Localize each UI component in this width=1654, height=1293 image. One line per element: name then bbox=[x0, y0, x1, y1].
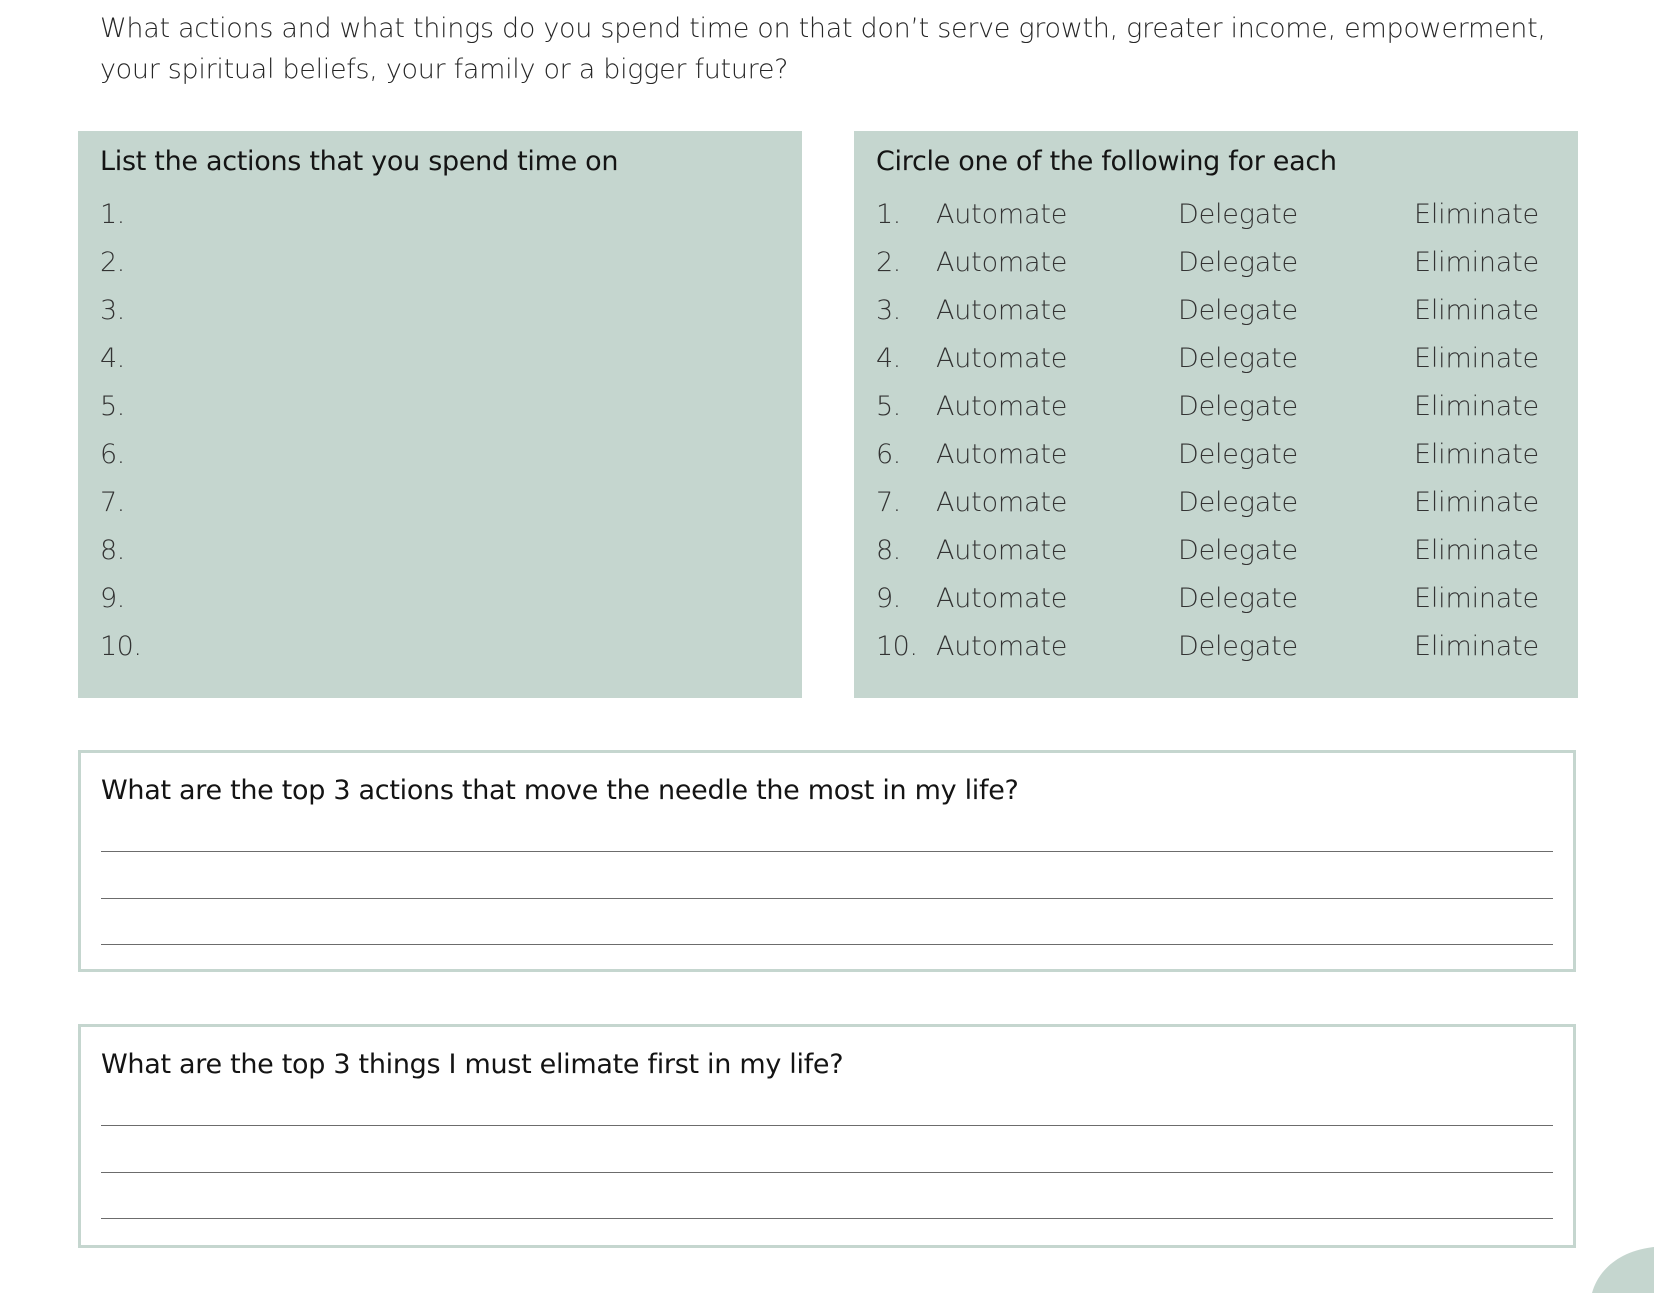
row-number: 5. bbox=[876, 391, 901, 422]
option-row bbox=[876, 287, 1556, 335]
actions-list bbox=[100, 191, 780, 671]
answer-line[interactable] bbox=[101, 1172, 1553, 1173]
intro-line-2: your spiritual beliefs, your family or a bigger future? bbox=[100, 54, 789, 85]
eliminate-option[interactable]: Eliminate bbox=[1414, 391, 1539, 422]
top-actions-box bbox=[78, 750, 1576, 972]
eliminate-option[interactable]: Eliminate bbox=[1414, 631, 1539, 662]
options-list bbox=[876, 191, 1556, 671]
row-number: 7. bbox=[876, 487, 901, 518]
list-item[interactable] bbox=[100, 191, 780, 239]
item-number: 9. bbox=[100, 583, 125, 614]
delegate-option[interactable]: Delegate bbox=[1178, 343, 1298, 374]
automate-option[interactable]: Automate bbox=[936, 391, 1068, 422]
row-number: 6. bbox=[876, 439, 901, 470]
automate-option[interactable]: Automate bbox=[936, 199, 1068, 230]
option-row bbox=[876, 335, 1556, 383]
eliminate-option[interactable]: Eliminate bbox=[1414, 247, 1539, 278]
option-row bbox=[876, 479, 1556, 527]
intro-question bbox=[100, 8, 1580, 90]
delegate-option[interactable]: Delegate bbox=[1178, 631, 1298, 662]
automate-option[interactable]: Automate bbox=[936, 583, 1068, 614]
list-item[interactable] bbox=[100, 383, 780, 431]
option-row bbox=[876, 431, 1556, 479]
list-item[interactable] bbox=[100, 335, 780, 383]
list-item[interactable] bbox=[100, 479, 780, 527]
eliminate-option[interactable]: Eliminate bbox=[1414, 439, 1539, 470]
row-number: 1. bbox=[876, 199, 901, 230]
item-number: 8. bbox=[100, 535, 125, 566]
item-number: 7. bbox=[100, 487, 125, 518]
delegate-option[interactable]: Delegate bbox=[1178, 199, 1298, 230]
option-row bbox=[876, 383, 1556, 431]
row-number: 9. bbox=[876, 583, 901, 614]
eliminate-option[interactable]: Eliminate bbox=[1414, 487, 1539, 518]
item-number: 10. bbox=[100, 631, 142, 662]
corner-leaf-decoration bbox=[1584, 1243, 1654, 1293]
item-number: 5. bbox=[100, 391, 125, 422]
list-item[interactable] bbox=[100, 575, 780, 623]
automate-option[interactable]: Automate bbox=[936, 631, 1068, 662]
eliminate-first-box bbox=[78, 1024, 1576, 1248]
option-row bbox=[876, 623, 1556, 671]
delegate-option[interactable]: Delegate bbox=[1178, 439, 1298, 470]
delegate-option[interactable]: Delegate bbox=[1178, 247, 1298, 278]
automate-option[interactable]: Automate bbox=[936, 439, 1068, 470]
row-number: 3. bbox=[876, 295, 901, 326]
answer-line[interactable] bbox=[101, 1218, 1553, 1219]
eliminate-option[interactable]: Eliminate bbox=[1414, 535, 1539, 566]
list-item[interactable] bbox=[100, 239, 780, 287]
eliminate-first-question: What are the top 3 things I must elimate first in my life? bbox=[101, 1049, 844, 1080]
automate-option[interactable]: Automate bbox=[936, 343, 1068, 374]
circle-options-panel bbox=[854, 131, 1578, 698]
actions-list-panel bbox=[78, 131, 802, 698]
automate-option[interactable]: Automate bbox=[936, 247, 1068, 278]
delegate-option[interactable]: Delegate bbox=[1178, 535, 1298, 566]
automate-option[interactable]: Automate bbox=[936, 487, 1068, 518]
automate-option[interactable]: Automate bbox=[936, 535, 1068, 566]
intro-line-1: What actions and what things do you spend time on that don’t serve growth, greater income, empowerment, bbox=[100, 13, 1546, 44]
delegate-option[interactable]: Delegate bbox=[1178, 391, 1298, 422]
item-number: 4. bbox=[100, 343, 125, 374]
automate-option[interactable]: Automate bbox=[936, 295, 1068, 326]
option-row bbox=[876, 191, 1556, 239]
eliminate-option[interactable]: Eliminate bbox=[1414, 295, 1539, 326]
eliminate-option[interactable]: Eliminate bbox=[1414, 583, 1539, 614]
answer-line[interactable] bbox=[101, 898, 1553, 899]
answer-line[interactable] bbox=[101, 1125, 1553, 1126]
list-item[interactable] bbox=[100, 527, 780, 575]
answer-line[interactable] bbox=[101, 851, 1553, 852]
actions-list-title: List the actions that you spend time on bbox=[100, 146, 619, 177]
top-actions-question: What are the top 3 actions that move the needle the most in my life? bbox=[101, 775, 1019, 806]
row-number: 8. bbox=[876, 535, 901, 566]
answer-line[interactable] bbox=[101, 944, 1553, 945]
item-number: 2. bbox=[100, 247, 125, 278]
item-number: 6. bbox=[100, 439, 125, 470]
delegate-option[interactable]: Delegate bbox=[1178, 295, 1298, 326]
item-number: 1. bbox=[100, 199, 125, 230]
eliminate-option[interactable]: Eliminate bbox=[1414, 343, 1539, 374]
list-item[interactable] bbox=[100, 623, 780, 671]
circle-options-title: Circle one of the following for each bbox=[876, 146, 1337, 177]
list-item[interactable] bbox=[100, 431, 780, 479]
row-number: 2. bbox=[876, 247, 901, 278]
option-row bbox=[876, 527, 1556, 575]
row-number: 10. bbox=[876, 631, 918, 662]
delegate-option[interactable]: Delegate bbox=[1178, 487, 1298, 518]
delegate-option[interactable]: Delegate bbox=[1178, 583, 1298, 614]
list-item[interactable] bbox=[100, 287, 780, 335]
item-number: 3. bbox=[100, 295, 125, 326]
option-row bbox=[876, 575, 1556, 623]
eliminate-option[interactable]: Eliminate bbox=[1414, 199, 1539, 230]
row-number: 4. bbox=[876, 343, 901, 374]
option-row bbox=[876, 239, 1556, 287]
